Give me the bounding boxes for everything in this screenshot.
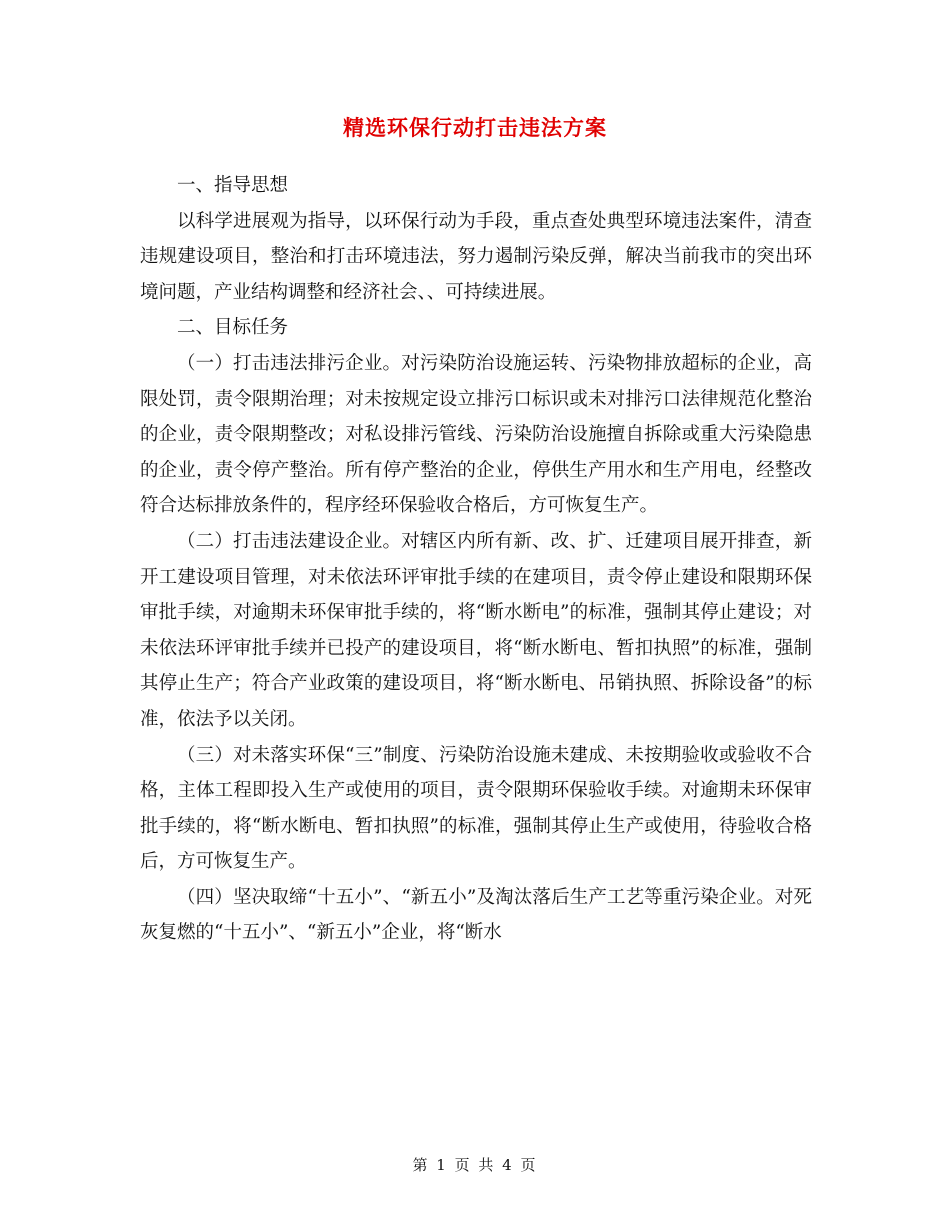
document-title: 精选环保行动打击违法方案 — [343, 115, 607, 140]
document-body — [140, 168, 812, 951]
paragraph-guiding-ideology: 以科学进展观为指导，以环保行动为手段，重点查处典型环境违法案件，清查违规建设项目，整治和打击环境违法，努力遏制污染反弹，解决当前我市的突出环境问题，产业结构调整和经济社会、、可持续进展。 — [140, 210, 812, 303]
paragraph-item-2: （二）打击违法建设企业。对辖区内所有新、改、扩、迁建项目展开排查，新开工建设项目管理，对未依法环评审批手续的在建项目，责令停止建设和限期环保审批手续，对逾期未环保审批手续的，将“断水断电”的标准，强制其停止建设；对未依法环评审批手续并已投产的建设项目，将“断水断电、暂扣执照”的标准，强制其停止生产；符合产业政策的建设项目，将“断水断电、吊销执照、拆除设备”的标准，依法予以关闭。 — [140, 530, 812, 730]
page-number-footer: 第 1 页 共 4 页 — [412, 1156, 538, 1174]
section-heading-objectives: 二、目标任务 — [177, 317, 289, 339]
paragraph-item-4: （四）坚决取缔“十五小”、“新五小”及淘汰落后生产工艺等重污染企业。对死灰复燃的“十五小”、“新五小”企业，将“断水 — [140, 886, 812, 944]
paragraph-item-1: （一）打击违法排污企业。对污染防治设施运转、污染物排放超标的企业，高限处罚，责令限期治理；对未按规定设立排污口标识或未对排污口法律规范化整治的企业，责令限期整改；对私设排污管线、污染防治设施擅自拆除或重大污染隐患的企业，责令停产整治。所有停产整治的企业，停供生产用水和生产用电，经整改符合达标排放条件的，程序经环保验收合格后，方可恢复生产。 — [140, 352, 812, 517]
section-heading-guiding-ideology: 一、指导思想 — [177, 175, 289, 196]
paragraph-item-3: （三）对未落实环保“三”制度、污染防治设施未建成、未按期验收或验收不合格，主体工程即投入生产或使用的项目，责令限期环保验收手续。对逾期未环保审批手续的，将“断水断电、暂扣执照”的标准，强制其停止生产或使用，待验收合格后，方可恢复生产。 — [140, 744, 812, 873]
